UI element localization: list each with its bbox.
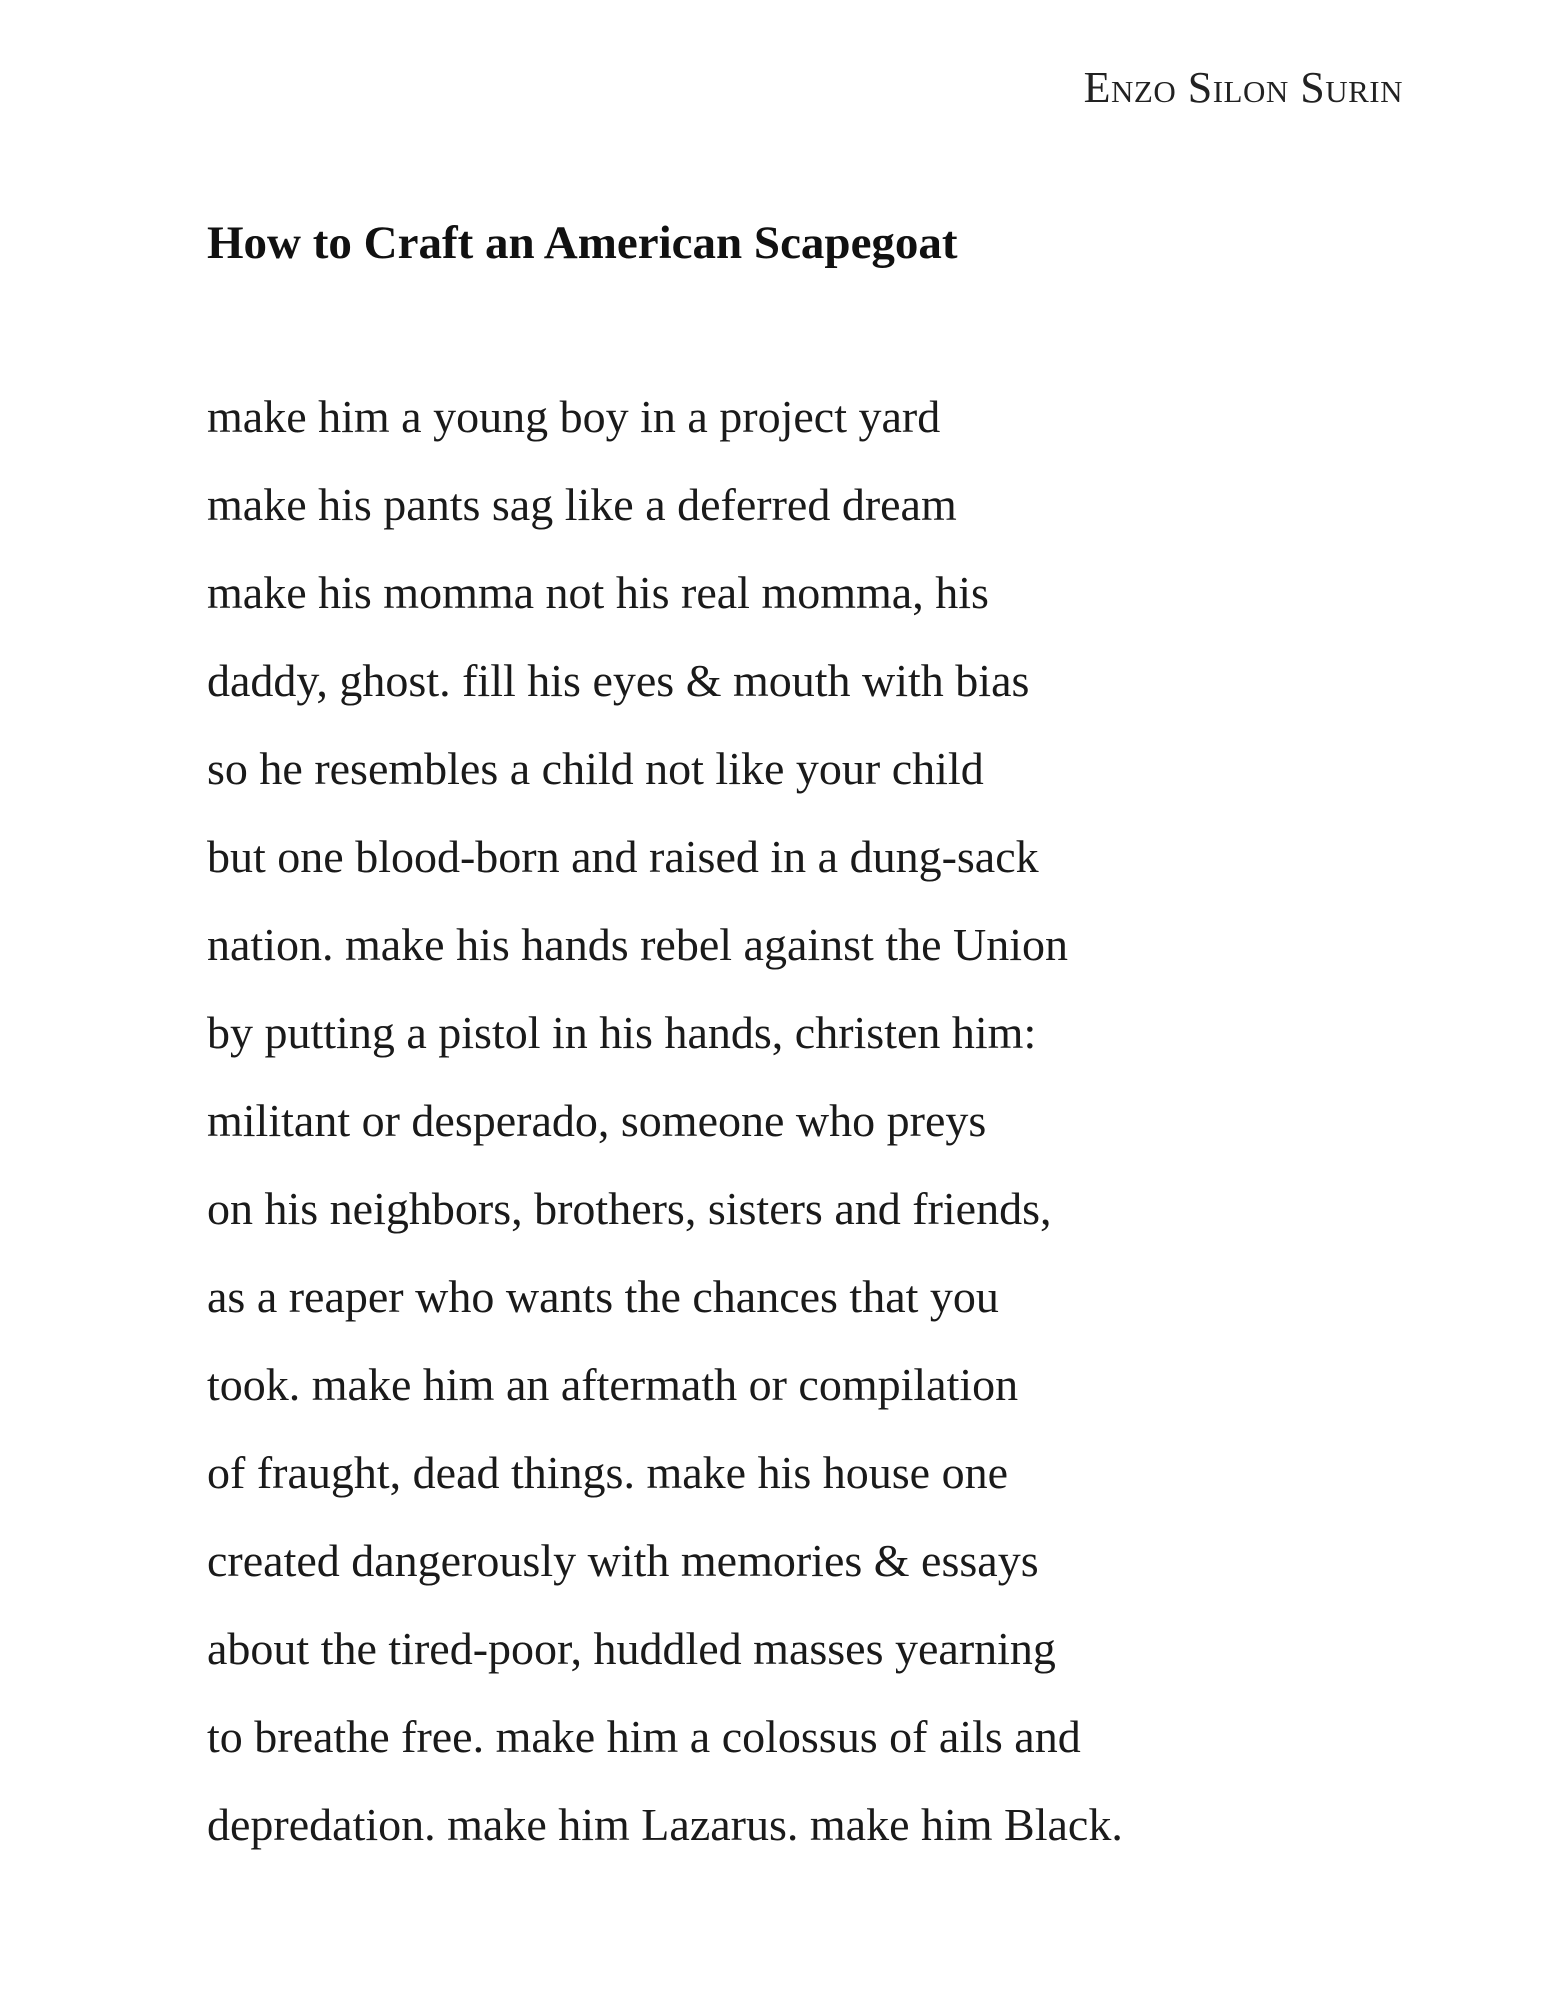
poem-line: make his pants sag like a deferred dream bbox=[207, 479, 957, 530]
running-header-author: Enzo Silon Surin bbox=[1083, 63, 1403, 112]
poem-line: depredation. make him Lazarus. make him Black. bbox=[207, 1799, 1123, 1850]
poem-line: took. make him an aftermath or compilation bbox=[207, 1359, 1019, 1410]
poem-line: make his momma not his real momma, his bbox=[207, 567, 989, 618]
poem-line: of fraught, dead things. make his house one bbox=[207, 1447, 1008, 1498]
poem-line: as a reaper who wants the chances that you bbox=[207, 1271, 999, 1322]
poem-line: to breathe free. make him a colossus of ails and bbox=[207, 1711, 1081, 1762]
poem-title: How to Craft an American Scapegoat bbox=[207, 217, 958, 269]
poem-line: nation. make his hands rebel against the Union bbox=[207, 919, 1069, 970]
poem-line: make him a young boy in a project yard bbox=[207, 391, 941, 442]
poem-body bbox=[207, 384, 1123, 1880]
poem-line: daddy, ghost. fill his eyes & mouth with bias bbox=[207, 655, 1030, 706]
poem-line: militant or desperado, someone who preys bbox=[207, 1095, 987, 1146]
poem-line: by putting a pistol in his hands, christen him: bbox=[207, 1007, 1037, 1058]
poem-line: so he resembles a child not like your child bbox=[207, 743, 984, 794]
poem-line: created dangerously with memories & essays bbox=[207, 1535, 1039, 1586]
poem-line: on his neighbors, brothers, sisters and friends, bbox=[207, 1183, 1052, 1234]
poem-line: about the tired-poor, huddled masses yearning bbox=[207, 1623, 1056, 1674]
poem-line: but one blood-born and raised in a dung-sack bbox=[207, 831, 1039, 882]
